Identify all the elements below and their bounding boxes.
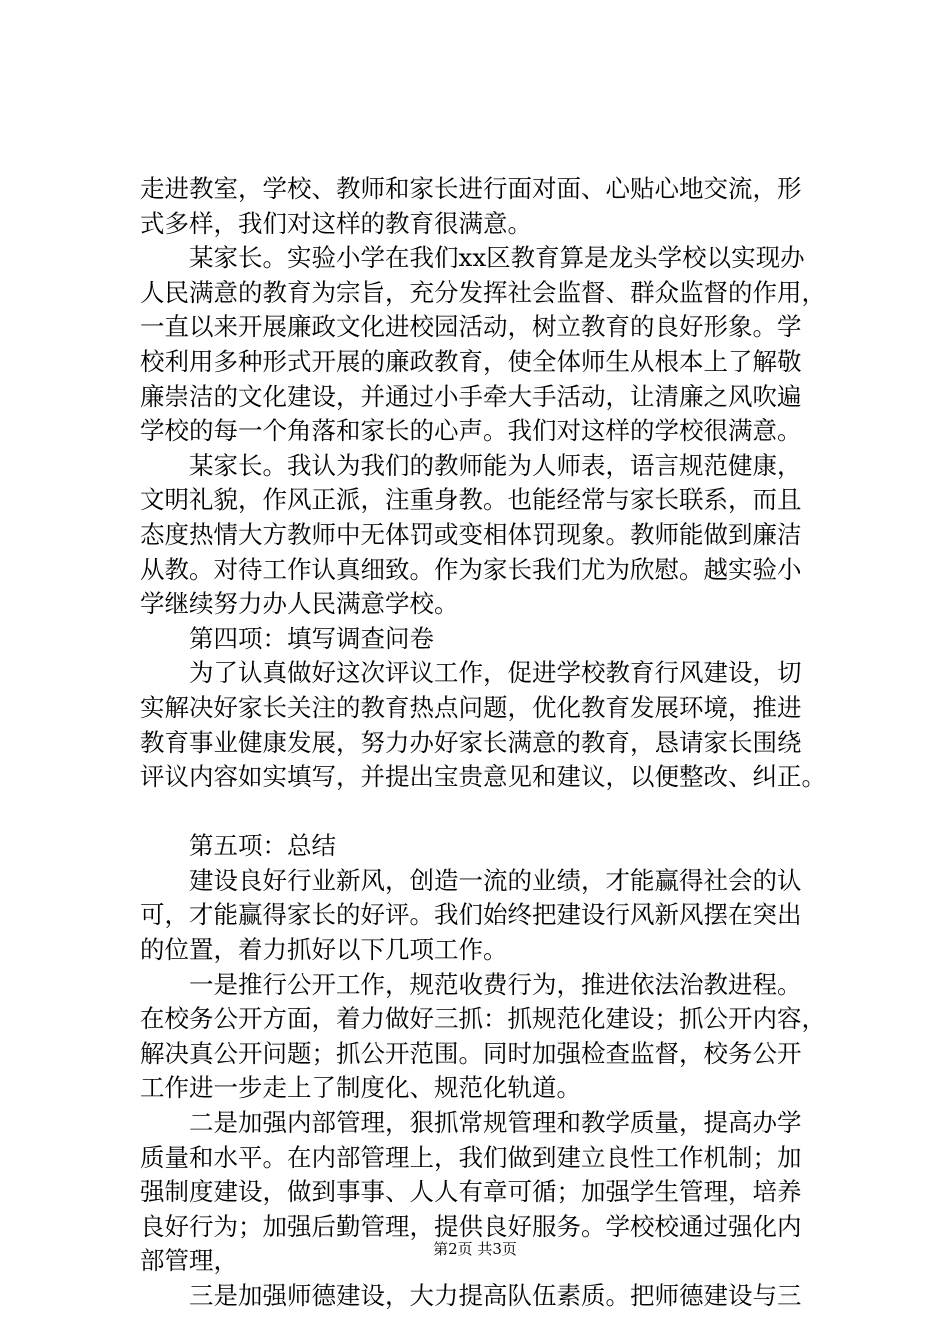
page-footer bbox=[0, 1239, 950, 1259]
text-line: 的位置，着力抓好以下几项工作。 bbox=[140, 935, 508, 965]
blank-line bbox=[140, 795, 830, 830]
text-line: 良好行为；加强后勤管理，提供良好服务。学校校通过强化内 bbox=[140, 1211, 802, 1241]
text-line: 教育事业健康发展，努力办好家长满意的教育，恳请家长围绕 bbox=[140, 727, 802, 757]
text-line: 可，才能赢得家长的好评。我们始终把建设行风新风摆在突出 bbox=[140, 900, 802, 930]
text-line: 二是加强内部管理，狠抓常规管理和教学质量，提高办学 bbox=[140, 1108, 802, 1138]
text-line: 人民满意的教育为宗旨，充分发挥社会监督、群众监督的作用， bbox=[140, 277, 826, 307]
text-line: 工作进一步走上了制度化、规范化轨道。 bbox=[140, 1073, 581, 1103]
text-line: 解决真公开问题；抓公开范围。同时加强检查监督，校务公开 bbox=[140, 1038, 802, 1068]
document-body bbox=[140, 172, 830, 1314]
text-line: 学校的每一个角落和家长的心声。我们对这样的学校很满意。 bbox=[140, 416, 802, 446]
text-line: 实解决好家长关注的教育热点问题，优化教育发展环境，推进 bbox=[140, 692, 802, 722]
text-line: 为了认真做好这次评议工作，促进学校教育行风建设，切 bbox=[140, 658, 802, 688]
text-line: 某家长。实验小学在我们xx区教育算是龙头学校以实现办 bbox=[140, 243, 805, 273]
text-line: 强制度建设，做到事事、人人有章可循；加强学生管理，培养 bbox=[140, 1177, 802, 1207]
text-line: 学继续努力办人民满意学校。 bbox=[140, 589, 459, 619]
text-line: 校利用多种形式开展的廉政教育，使全体师生从根本上了解敬 bbox=[140, 346, 802, 376]
text-line: 在校务公开方面，着力做好三抓：抓规范化建设；抓公开内容， bbox=[140, 1004, 826, 1034]
text-line: 态度热情大方教师中无体罚或变相体罚现象。教师能做到廉洁 bbox=[140, 519, 802, 549]
text-line: 式多样，我们对这样的教育很满意。 bbox=[140, 208, 532, 238]
text-line: 部管理， bbox=[140, 1246, 238, 1276]
page-number-label: 第2页 共3页 bbox=[433, 1240, 517, 1258]
text-line: 某家长。我认为我们的教师能为人师表，语言规范健康， bbox=[140, 450, 802, 480]
text-line: 评议内容如实填写，并提出宝贵意见和建议，以便整改、纠正。 bbox=[140, 762, 826, 792]
text-line: 三是加强师德建设，大力提高队伍素质。把师德建设与三 bbox=[140, 1281, 802, 1310]
text-line: 建设良好行业新风，创造一流的业绩，才能赢得社会的认 bbox=[140, 865, 802, 895]
text-line: 一直以来开展廉政文化进校园活动，树立教育的良好形象。学 bbox=[140, 312, 802, 342]
text-line: 文明礼貌，作风正派，注重身教。也能经常与家长联系，而且 bbox=[140, 485, 802, 515]
text-line: 走进教室，学校、教师和家长进行面对面、心贴心地交流，形 bbox=[140, 174, 802, 203]
section-heading-5: 第五项：总结 bbox=[140, 831, 336, 861]
text-line: 质量和水平。在内部管理上，我们做到建立良性工作机制；加 bbox=[140, 1142, 802, 1172]
text-line: 廉崇洁的文化建设，并通过小手牵大手活动，让清廉之风吹遍 bbox=[140, 381, 802, 411]
text-line: 从教。对待工作认真细致。作为家长我们尤为欣慰。越实验小 bbox=[140, 554, 802, 584]
section-heading-4: 第四项：填写调查问卷 bbox=[140, 623, 434, 653]
text-line: 一是推行公开工作，规范收费行为，推进依法治教进程。 bbox=[140, 969, 802, 999]
